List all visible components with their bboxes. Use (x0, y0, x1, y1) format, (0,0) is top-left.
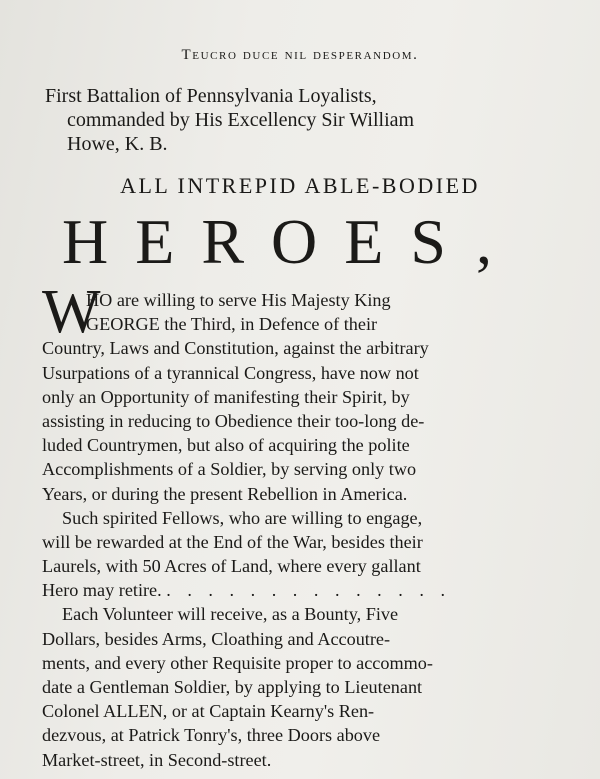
body-line: Accomplishments of a Soldier, by serving only two (42, 459, 417, 480)
battalion-line-2: commanded by His Excellency Sir William (67, 109, 415, 131)
battalion-heading (45, 84, 550, 156)
body-line: Dollars, besides Arms, Cloathing and Accoutre- (42, 628, 391, 649)
intrepid-subheading: ALL INTREPID ABLE-BODIED (120, 173, 480, 198)
body-line: GEORGE the Third, in Defence of their (86, 314, 378, 335)
body-text (42, 278, 542, 772)
body-line: only an Opportunity of manifesting their Spirit, by (42, 386, 410, 407)
body-line: Such spirited Fellows, who are willing to engage, (62, 507, 423, 528)
body-line: assisting in reducing to Obedience their too-long de- (42, 410, 425, 431)
body-line: dezvous, at Patrick Tonry's, three Doors above (42, 725, 381, 746)
body-line: HO are willing to serve His Majesty King (86, 290, 391, 310)
motto: Teucro duce nil desperandom. (181, 47, 419, 63)
battalion-line-3: Howe, K. B. (67, 133, 168, 155)
drop-cap: W (42, 278, 101, 346)
body-line: will be rewarded at the End of the War, besides their (42, 531, 423, 552)
body-line: Country, Laws and Constitution, against the arbitrary (42, 338, 429, 359)
body-line: date a Gentleman Soldier, by applying to Lieutenant (42, 677, 423, 697)
battalion-line-1: First Battalion of Pennsylvania Loyalists, (45, 85, 377, 107)
body-line: Years, or during the present Rebellion in America. (42, 483, 408, 504)
dot-leader: . . . . . . . . . . . . . . (166, 580, 451, 601)
body-line: Market-street, in Second-street. (42, 749, 272, 770)
body-line: Laurels, with 50 Acres of Land, where every gallant (42, 556, 421, 577)
body-line: Usurpations of a tyrannical Congress, have now not (42, 362, 419, 383)
heroes-headline: HEROES (62, 206, 473, 277)
body-line (42, 578, 542, 602)
body-line: Colonel ALLEN, or at Captain Kearny's Ren- (42, 701, 375, 722)
heroes-comma: , (476, 206, 492, 277)
body-line: ments, and every other Requisite proper to accommo- (42, 652, 433, 673)
body-line-text: Hero may retire. (42, 580, 162, 601)
body-line: Each Volunteer will receive, as a Bounty, Five (62, 604, 399, 625)
body-line: luded Countrymen, but also of acquiring the polite (42, 435, 410, 456)
